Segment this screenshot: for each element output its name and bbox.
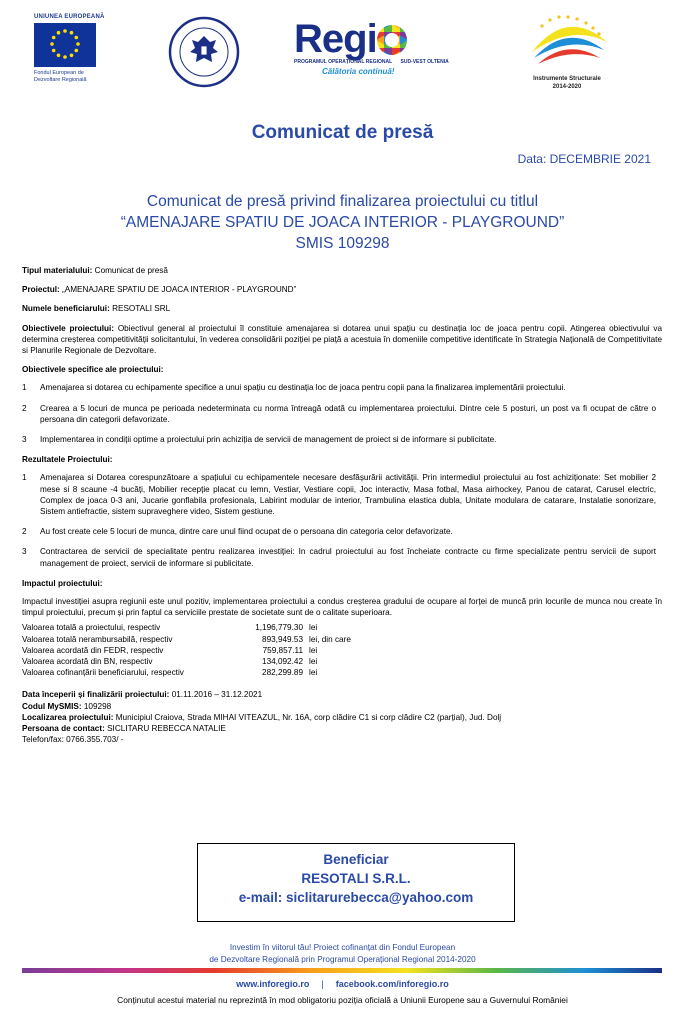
field-value: Municipiul Craiova, Strada MIHAI VITEAZUL, Nr. 16A, corp clădire C1 si corp clădire C2 (parțial), Jud. Dolj: [113, 712, 502, 722]
mysmis-code: [22, 701, 662, 712]
beneficiary-company: RESOTALI S.R.L.: [301, 871, 411, 886]
value-label: Valoarea acordată din FEDR, respectiv: [22, 645, 164, 655]
value-row: [22, 667, 662, 678]
field-value: 109298: [81, 701, 112, 711]
value-amount: 893,949.53: [262, 634, 303, 644]
value-label: Valoarea totală nerambursabilă, respectiv: [22, 634, 173, 644]
project-heading-line: SMIS 109298: [295, 235, 390, 252]
regio-logo: [294, 17, 449, 90]
value-unit: lei: [309, 645, 318, 655]
field-value: RESOTALI SRL: [109, 304, 171, 314]
value-row: [22, 622, 662, 633]
field-label: Codul MySMIS:: [22, 701, 82, 711]
eu-flag-icon: [34, 23, 96, 67]
specific-objectives-heading: Obiectivele specifice ale proiectului:: [22, 365, 164, 375]
list-item-text: Amenajarea si dotarea cu echipamente specifice a unui spațiu cu destinația loc de joaca pentru copii pana la finalizarea implementării proiectului.: [40, 383, 566, 393]
beneficiary-box: [197, 843, 515, 922]
list-item: [22, 472, 662, 517]
field-value: Obiectivul general al proiectului îl constituie amenajarea si dotarea unui spațiu cu destinația loc de joaca pentru copii. Atingerea obiectivului va determina creșterea competitivității solicitantului, în vederea consolidării poziției pe piață a acestuia în domeniile competitive identificate în Strategia Națională de Competitivitate si Planurile Regionale de Dezvoltare.: [22, 323, 663, 356]
field-value: „AMENAJARE SPATIU DE JOACA INTERIOR - PLAYGROUND”: [59, 285, 297, 295]
list-item: [22, 434, 662, 445]
eu-logo-subtitle-line: Fondul European de: [34, 70, 84, 76]
eu-logo-subtitle: [34, 70, 124, 84]
list-item-text: Au fost create cele 5 locuri de munca, dintre care unul fiind ocupat de o persoana din categoria celor defavorizate.: [40, 527, 453, 537]
footer-links: [0, 979, 685, 989]
regio-program-left: PROGRAMUL OPERAȚIONAL REGIONAL: [294, 59, 393, 65]
results-list: [22, 472, 662, 568]
impact-text: Impactul investiției asupra regiunii este unul pozitiv, implementarea proiectului a condus creșterea gradului de ocupare al forței de muncă prin locurile de munca nou create în timpul proiectului, precum și prin faptul ca serviciile prestate de societate sunt de o calitate superioara.: [22, 597, 662, 618]
value-unit: lei: [309, 668, 318, 678]
value-amount: 1,196,779.30: [255, 623, 303, 633]
regio-wordmark-text: Regi: [294, 17, 377, 61]
beneficiary-label: Beneficiar: [323, 852, 389, 867]
value-amount: 759,857.11: [262, 645, 303, 655]
value-label: Valoarea totală a proiectului, respectiv: [22, 623, 161, 633]
beneficiary-email: e-mail: siclitarurebecca@yahoo.com: [238, 890, 474, 905]
list-item-text: Contractarea de servicii de specialitate pentru realizarea investiției: In cadrul proiectului au fost încheiate contracte cu firme specializate pentru servicii de suport management de proiect, servicii de informare si publicitate.: [40, 547, 656, 568]
financial-values: [22, 622, 662, 678]
contact-person: [22, 723, 662, 734]
footer-investment-line: Investim în viitorul tău! Proiect cofinanțat din Fondul European: [229, 943, 456, 952]
value-amount: 134,092.42: [262, 657, 303, 667]
list-item-number: 3: [22, 435, 27, 445]
project-dates: [22, 689, 662, 700]
list-item: [22, 403, 662, 425]
footer-separator: |: [321, 979, 324, 989]
field-label: Numele beneficiarului:: [22, 304, 110, 314]
field-label: Tipul materialului:: [22, 266, 93, 275]
regio-program-right: SUD-VEST OLTENIA: [400, 59, 449, 65]
structural-instruments-line: Instrumente Structurale: [533, 76, 601, 82]
document-date: Data: DECEMBRIE 2021: [517, 152, 651, 166]
structural-instruments-icon: [512, 12, 622, 76]
government-seal-icon: [168, 16, 240, 88]
field-label: Proiectul:: [22, 285, 60, 295]
field-value: Comunicat de presă: [92, 266, 168, 275]
structural-instruments-text: [512, 76, 622, 92]
regio-wordmark: [294, 17, 444, 61]
footer-color-bar: [22, 968, 662, 973]
footer-disclaimer: Conținutul acestui material nu reprezintă în mod obligatoriu poziția oficială a Uniunii Europene sau a Guvernului României: [117, 995, 568, 1005]
regio-slogan: Călătoria continuă!: [322, 67, 395, 76]
list-item-number: 2: [22, 403, 27, 413]
list-item-text: Crearea a 5 locuri de munca pe perioada nedeterminata cu norma întreagă odată cu implementarea proiectului. Dintre cele 5 posturi, un post va fi ocupat de către o persoana din categorii defavorizate.: [40, 403, 656, 424]
field-value: 01.11.2016 – 31.12.2021: [169, 690, 263, 700]
document-title: Comunicat de presă: [251, 122, 434, 143]
value-row: [22, 645, 662, 656]
project-location: [22, 712, 662, 723]
field-label: Obiectivele proiectului:: [22, 323, 115, 333]
list-item-number: 1: [22, 383, 27, 393]
regio-program: [294, 59, 449, 65]
list-item: [22, 526, 662, 537]
results-heading: Rezultatele Proiectului:: [22, 455, 113, 465]
value-amount: 282,299.89: [262, 668, 303, 678]
eu-logo-title: UNIUNEA EUROPEANĂ: [34, 14, 105, 20]
project-details: [22, 689, 662, 745]
structural-instruments-line: 2014-2020: [552, 83, 582, 90]
value-label: Valoarea cofinanțării beneficiarului, respectiv: [22, 668, 184, 678]
footer-investment-text: [0, 942, 685, 965]
eu-logo-subtitle-line: Dezvoltare Regională: [34, 76, 87, 83]
value-unit: lei: [309, 657, 318, 667]
list-item-text: Implementarea in condiții optime a proiectului prin achiziția de servicii de management de proiect si de informare si publicitate.: [40, 435, 497, 445]
value-row: [22, 656, 662, 667]
project-heading-line: Comunicat de presă privind finalizarea proiectului cu titlul: [146, 193, 539, 210]
regio-color-o-icon: [377, 25, 407, 55]
beneficiary-name: [22, 303, 662, 314]
field-label: Persoana de contact:: [22, 724, 105, 734]
value-unit: lei: [309, 623, 318, 633]
document-body: [22, 265, 662, 745]
specific-objectives-list: [22, 382, 662, 445]
project-heading: [0, 191, 685, 254]
list-item: [22, 382, 662, 393]
impact-heading: Impactul proiectului:: [22, 578, 103, 588]
list-item-text: Amenajarea si Dotarea corespunzătoare a spațiului cu echipamentele necesare desfășurării activității. Prin intermediul proiectului au fost achiziționate: Set mobilier 2 mese si 8 scaune -4 bucăți, Mobilier recepție placat cu lemn, Vestiar, Vestiare copii, Joc interactiv, Masa fotbal, Masa airhockey, Panou de catarat, Carusel electric, Complex de joaca 0-3 ani, Jucarie gonflabila profesionala, Labirint modular de interior, Trambulina elastica dubla, Unitate modulara de catarare, Instalatie sonorizare, Sistem antiefractie, sistem supraveghere video, Sistem gestiune.: [40, 473, 656, 517]
list-item: [22, 546, 662, 568]
logos-bar: [0, 0, 685, 105]
material-type: [22, 265, 662, 276]
inforegio-link[interactable]: www.inforegio.ro: [236, 979, 310, 989]
value-unit: lei, din care: [309, 634, 351, 644]
project-heading-line: “AMENAJARE SPATIU DE JOACA INTERIOR - PLAYGROUND”: [120, 214, 565, 231]
project-objectives: [22, 323, 662, 357]
field-value: SICLITARU REBECCA NATALIE: [104, 724, 226, 734]
footer-investment-line: de Dezvoltare Regională prin Programul Operațional Regional 2014-2020: [209, 954, 476, 964]
project-name: [22, 284, 662, 295]
structural-instruments-logo: [512, 12, 622, 98]
list-item-number: 1: [22, 473, 27, 483]
value-row: [22, 634, 662, 645]
field-label: Data începerii și finalizării proiectului:: [22, 690, 170, 700]
facebook-link[interactable]: facebook.com/inforegio.ro: [335, 979, 449, 989]
list-item-number: 3: [22, 547, 27, 557]
eu-logo: [34, 14, 124, 84]
contact-phone: Telefon/fax: 0766.355.703/ -: [22, 735, 124, 745]
list-item-number: 2: [22, 527, 27, 537]
field-label: Localizarea proiectului:: [22, 712, 114, 722]
value-label: Valoarea acordată din BN, respectiv: [22, 657, 153, 667]
